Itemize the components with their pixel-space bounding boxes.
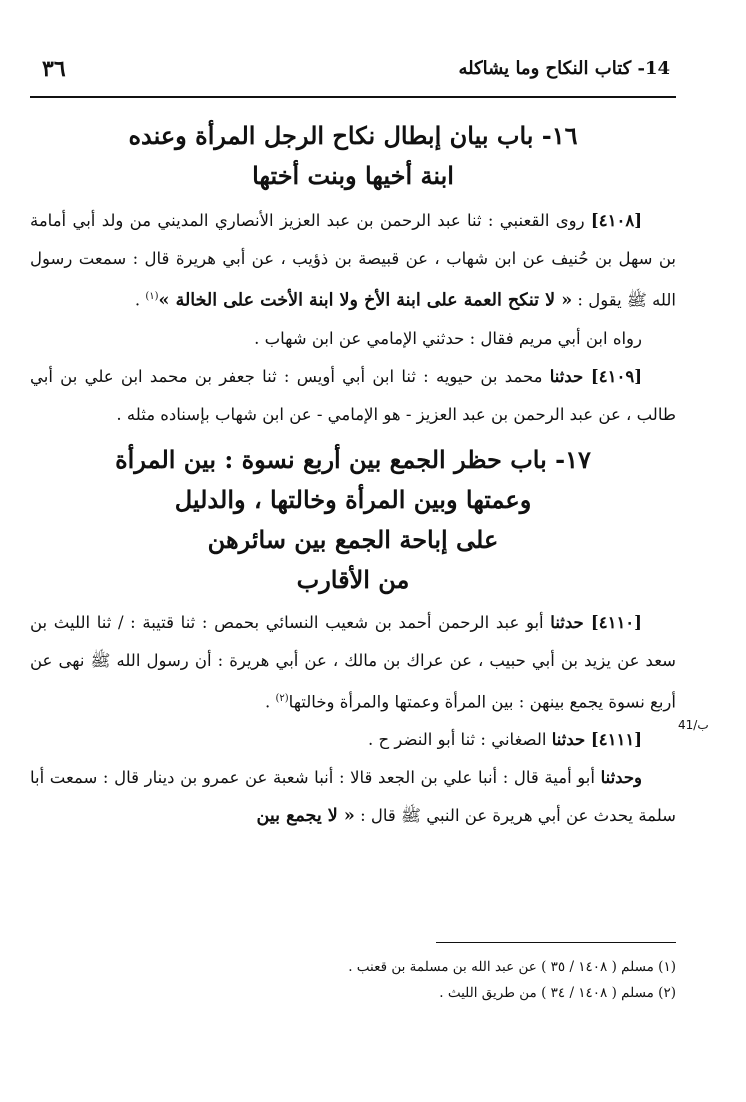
hadith-4108 <box>30 202 676 320</box>
chapter-heading-16 <box>30 116 676 196</box>
hadith-quote: « لا تنكح العمة على ابنة الأخ ولا ابنة الأخت على الخالة » <box>158 290 573 311</box>
page-header <box>30 56 676 98</box>
chapter-heading-17 <box>30 440 676 600</box>
chapter-heading-line: وعمتها وبين المرأة وخالتها ، والدليل <box>174 484 532 514</box>
hadith-number: [٤١٠٨] <box>590 211 642 230</box>
footnote-ref: (٢) <box>275 692 289 704</box>
hadith-4111-continuation <box>30 759 676 835</box>
footnote-1: (١) مسلم ( ١٤٠٨ / ٣٥ ) عن عبد الله بن مسلمة بن قعنب . <box>348 959 676 975</box>
hadith-4111 <box>30 721 676 759</box>
page-number: ٣٦ <box>42 56 66 82</box>
chapter-heading-line: ابنة أخيها وبنت أختها <box>252 161 454 190</box>
hadith-number: [٤١١٠] <box>590 612 642 632</box>
running-title: 14- كتاب النكاح وما يشاكله <box>458 58 670 79</box>
footnote-2: (٢) مسلم ( ١٤٠٨ / ٣٤ ) من طريق الليث . <box>439 985 676 1001</box>
main-text <box>30 110 676 835</box>
margin-folio-note: 41/ب <box>678 718 709 732</box>
chapter-heading-line: على إباحة الجمع بين سائرهن <box>207 524 499 554</box>
hadith-4109 <box>30 358 676 434</box>
hadith-text: أبو عبد الرحمن أحمد بن شعيب النسائي بحمص : ثنا قتيبة : / ثنا الليث بن سعد عن يزيد بن أبي حبيب ، عن عراك بن مالك ، عن أبي هريرة : أن رسول الله ﷺ نهى عن أربع نسوة يجمع بينهن : بين المرأة وعمتها والمرأة وخالتها <box>30 612 676 711</box>
hadith-end: . <box>264 692 276 711</box>
hadith-number: [٤١١١] <box>590 730 642 749</box>
footnote-ref: (١) <box>145 291 159 302</box>
riwaya-text: رواه ابن أبي مريم فقال : حدثني الإمامي عن ابن شهاب . <box>254 328 642 348</box>
chapter-heading-line: ١٧- باب حظر الجمع بين أربع نسوة : بين المرأة <box>115 444 591 474</box>
riwaya-note <box>30 320 676 358</box>
hadith-text: روى القعنبي : ثنا عبد الرحمن بن عبد العزيز الأنصاري المديني من ولد أبي أمامة بن سهل بن حُنيف عن ابن شهاب ، عن قبيصة بن ذؤيب ، عن أبي هريرة قال : سمعت رسول الله ﷺ يقول : <box>30 211 676 310</box>
hadith-text: أبو أمية قال : أنبا علي بن الجعد قالا : أنبا شعبة عن عمرو بن دينار قال : سمعت أبا سلمة يحدث عن أبي هريرة عن النبي ﷺ قال : <box>30 768 676 825</box>
hadith-text: محمد بن حيويه : ثنا ابن أبي أويس : ثنا جعفر بن محمد ابن علي بن أبي طالب ، عن عبد الرحمن بن عبد العزيز - هو الإمامي - عن ابن شهاب بإسناده مثله . <box>30 366 676 424</box>
footnote-divider <box>436 942 676 943</box>
hadith-lead: حدثنا <box>551 730 591 749</box>
hadith-4110 <box>30 604 676 722</box>
hadith-quote: « لا يجمع بين <box>256 806 355 826</box>
chapter-heading-line: ١٦- باب بيان إبطال نكاح الرجل المرأة وعنده <box>128 121 578 150</box>
hadith-end: . <box>134 290 146 310</box>
hadith-lead: حدثنا <box>549 366 591 386</box>
hadith-number: [٤١٠٩] <box>590 366 642 386</box>
hadith-lead: وحدثنا <box>600 768 642 787</box>
hadith-text: الصغاني : ثنا أبو النضر ح . <box>367 730 552 749</box>
chapter-heading-line: من الأقارب <box>296 564 410 594</box>
footnotes <box>30 954 676 1006</box>
hadith-lead: حدثنا <box>550 612 591 632</box>
